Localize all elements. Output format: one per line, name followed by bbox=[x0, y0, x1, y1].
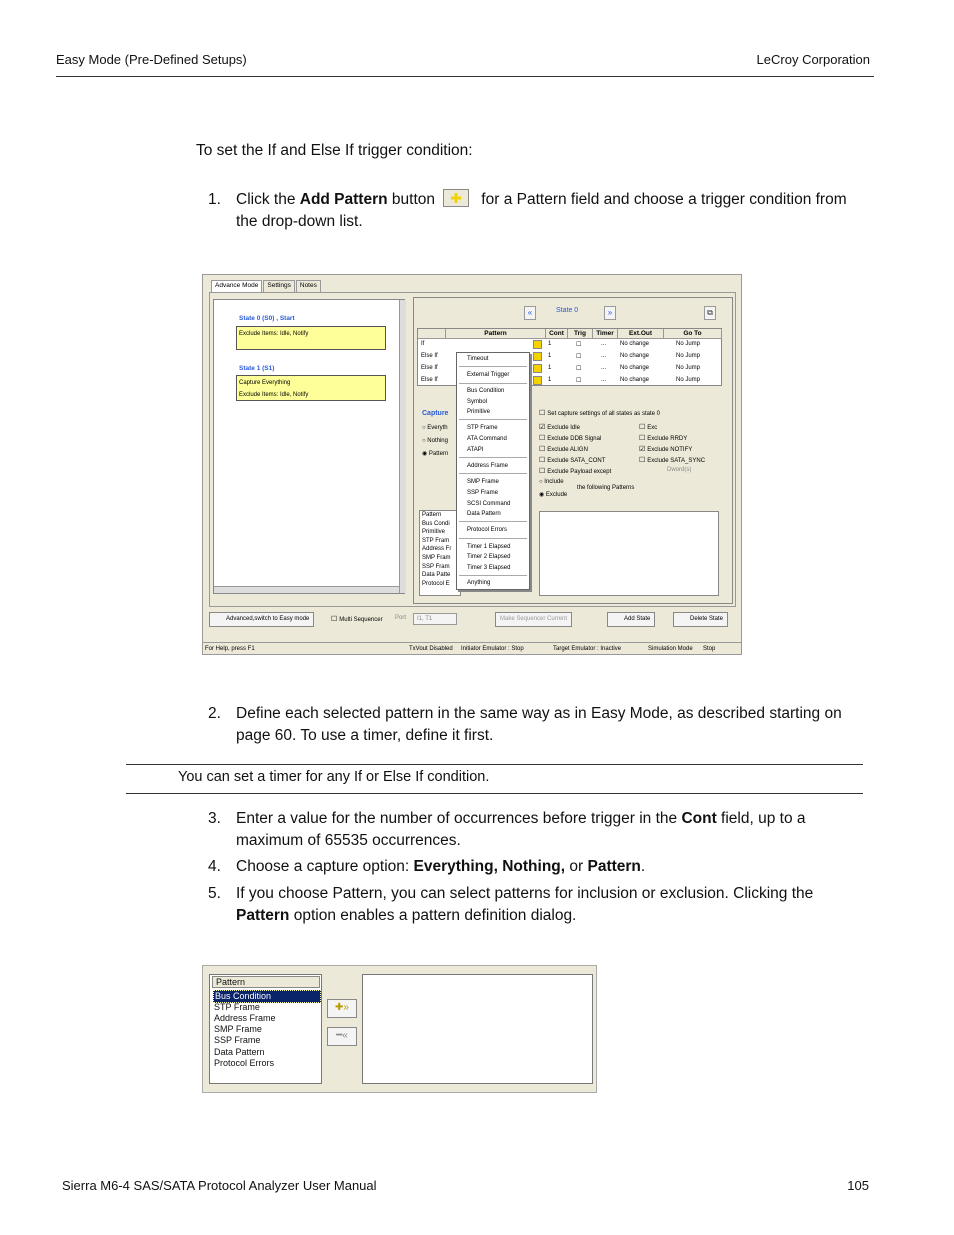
trig-checkbox[interactable]: ☐ bbox=[576, 354, 582, 360]
grid-header-goto: Go To bbox=[664, 329, 722, 339]
trigger-condition-menu[interactable] bbox=[456, 352, 530, 590]
port-select[interactable]: I1, T1 bbox=[413, 613, 457, 625]
next-state-button[interactable]: » bbox=[604, 306, 616, 320]
state-diagram-pane bbox=[213, 299, 405, 594]
list-item[interactable]: Protocol Errors bbox=[214, 1058, 275, 1068]
port-label: Port bbox=[395, 615, 407, 621]
horizontal-scrollbar[interactable] bbox=[214, 586, 399, 593]
step-2: 2. Define each selected pattern in the same way as in Easy Mode, as described starting on page 60. To use a timer, define it first. bbox=[208, 705, 842, 744]
add-pattern-icon[interactable] bbox=[533, 340, 542, 349]
capture-everything-radio[interactable]: ○ Everyth bbox=[422, 425, 448, 431]
exclude-radio[interactable]: ◉ Exclude bbox=[539, 492, 568, 498]
tab-bar bbox=[211, 280, 322, 292]
pattern-selection-screenshot bbox=[202, 965, 597, 1093]
pattern-list-header: Pattern bbox=[212, 976, 320, 988]
list-item[interactable]: SMP Frame bbox=[214, 1024, 262, 1034]
advanced-mode-screenshot bbox=[202, 274, 742, 655]
header-company: LeCroy Corporation bbox=[756, 52, 870, 67]
grid-row: Else If 1 ☐ ... No change No Jump bbox=[421, 377, 701, 384]
exclude-payload-checkbox[interactable]: ☐ Exclude Payload except bbox=[539, 467, 611, 475]
menu-item[interactable]: Anything bbox=[467, 580, 491, 586]
list-item[interactable]: Data Pattern bbox=[214, 1047, 265, 1057]
exclude-rrdy-checkbox[interactable]: ☐ Exclude RRDY bbox=[639, 434, 687, 442]
intro-text: To set the If and Else If trigger condition: bbox=[196, 142, 473, 159]
grid-row: Else If 1 ☐ ... No change No Jump bbox=[421, 365, 701, 372]
trig-checkbox[interactable]: ☐ bbox=[576, 366, 582, 372]
pattern-list[interactable] bbox=[209, 974, 322, 1084]
add-pattern-icon[interactable] bbox=[533, 376, 542, 385]
exclude-sata-sync-checkbox[interactable]: ☐ Exclude SATA_SYNC bbox=[639, 456, 705, 464]
add-state-button[interactable]: Add State bbox=[607, 612, 655, 627]
list-item[interactable]: STP Frame bbox=[214, 1002, 260, 1012]
exclude-align-checkbox[interactable]: ☐ Exclude ALIGN bbox=[539, 445, 588, 453]
add-pattern-icon[interactable] bbox=[533, 352, 542, 361]
grid-header-pattern: Pattern bbox=[446, 329, 546, 339]
step-1: 1. Click the Add Pattern button for a Pattern field and choose a trigger condition from the drop-down list. bbox=[208, 191, 847, 230]
exclude-notify-checkbox[interactable]: ☑ Exclude NOTIFY bbox=[639, 445, 692, 453]
add-pattern-icon bbox=[443, 189, 469, 207]
add-pattern-button[interactable]: ✚» bbox=[327, 999, 357, 1018]
remove-pattern-button[interactable]: ━« bbox=[327, 1027, 357, 1046]
state0-title: State 0 (S0) , Start bbox=[239, 315, 295, 322]
list-item[interactable]: Address Frame bbox=[214, 1013, 276, 1023]
menu-item[interactable]: Bus Condition bbox=[467, 388, 505, 394]
add-pattern-icon[interactable] bbox=[533, 364, 542, 373]
menu-item[interactable]: SMP Frame bbox=[467, 479, 499, 485]
make-sequencer-current-button[interactable]: Make Sequencer Current bbox=[495, 612, 572, 627]
grid-row: If 1 ☐ ... No change No Jump bbox=[421, 341, 701, 348]
header-rule bbox=[56, 76, 874, 77]
tab-advance-mode[interactable]: Advance Mode bbox=[211, 280, 262, 292]
list-item[interactable]: Bus Condition bbox=[213, 990, 321, 1003]
state0-box[interactable]: Exclude Items: Idle, Notify bbox=[236, 326, 386, 350]
delete-state-button[interactable]: Delete State bbox=[673, 612, 728, 627]
menu-item[interactable]: Address Frame bbox=[467, 463, 509, 469]
dwords-label: Dword(s) bbox=[667, 467, 692, 473]
step-4: 4. Choose a capture option: Everything, Nothing, or Pattern. bbox=[208, 858, 646, 875]
menu-item[interactable]: STP Frame bbox=[467, 425, 498, 431]
state1-box[interactable]: Capture Everything Exclude Items: Idle, Notify bbox=[236, 375, 386, 401]
step-5: 5. If you choose Pattern, you can select patterns for inclusion or exclusion. Clicking the Pattern option enables a pattern definition dialog. bbox=[208, 885, 814, 924]
menu-item[interactable]: Data Pattern bbox=[467, 511, 501, 517]
menu-item[interactable]: Primitive bbox=[467, 409, 491, 415]
step-number: 1. bbox=[208, 191, 221, 208]
menu-item[interactable]: External Trigger bbox=[467, 372, 510, 378]
menu-item[interactable]: Timer 1 Elapsed bbox=[467, 544, 511, 550]
selected-patterns-box[interactable] bbox=[362, 974, 593, 1084]
capture-nothing-radio[interactable]: ○ Nothing bbox=[422, 438, 448, 444]
menu-item[interactable]: Timeout bbox=[467, 356, 489, 362]
note-text: You can set a timer for any If or Else If condition. bbox=[178, 769, 490, 785]
menu-item[interactable]: Timer 2 Elapsed bbox=[467, 554, 511, 560]
exclude-sata-cont-checkbox[interactable]: ☐ Exclude SATA_CONT bbox=[539, 456, 605, 464]
capture-label: Capture bbox=[422, 410, 449, 417]
bottom-toolbar bbox=[209, 612, 736, 632]
grid-header-blank bbox=[418, 329, 446, 339]
state-label: State 0 bbox=[556, 307, 579, 314]
grid-header-trig: Trig bbox=[568, 329, 593, 339]
switch-easy-mode-button[interactable]: Advanced,switch to Easy mode bbox=[209, 612, 314, 627]
footer-manual-title: Sierra M6-4 SAS/SATA Protocol Analyzer User Manual bbox=[62, 1178, 377, 1193]
multi-sequencer-checkbox[interactable]: ☐ Multi Sequencer bbox=[331, 615, 383, 623]
menu-item[interactable]: Symbol bbox=[467, 399, 488, 405]
add-pattern-label: Add Pattern bbox=[299, 191, 388, 208]
menu-item[interactable]: Protocol Errors bbox=[467, 527, 508, 533]
header-section-title: Easy Mode (Pre-Defined Setups) bbox=[56, 52, 247, 67]
state1-title: State 1 (S1) bbox=[239, 365, 275, 372]
exclude-ddb-checkbox[interactable]: ☐ Exclude DDB Signal bbox=[539, 434, 601, 442]
trig-checkbox[interactable]: ☐ bbox=[576, 342, 582, 348]
grid-header-timer: Timer bbox=[593, 329, 618, 339]
menu-item[interactable]: ATA Command bbox=[467, 436, 507, 442]
grid-row: Else If 1 ☐ ... No change No Jump bbox=[421, 353, 701, 360]
set-capture-checkbox[interactable]: ☐ Set capture settings of all states as state 0 bbox=[539, 409, 660, 417]
page-number: 105 bbox=[847, 1178, 869, 1193]
step-3: 3. Enter a value for the number of occurrences before trigger in the Cont field, up to a maximum of 65535 occurrences. bbox=[208, 810, 806, 849]
capture-pattern-radio[interactable]: ◉ Pattern bbox=[422, 451, 449, 457]
note-box bbox=[126, 764, 863, 794]
status-bar: For Help, press F1 TxVout Disabled Initiator Emulator : Stop Target Emulator : Inactive Simulation Mode Stop bbox=[203, 642, 742, 654]
menu-item[interactable]: ATAPI bbox=[467, 447, 484, 453]
tab-notes[interactable]: Notes bbox=[296, 280, 321, 292]
menu-item[interactable]: SSP Frame bbox=[467, 490, 498, 496]
tab-settings[interactable]: Settings bbox=[263, 280, 295, 292]
exclude-idle-checkbox[interactable]: ☑ Exclude Idle bbox=[539, 423, 580, 431]
exclude-other-checkbox[interactable]: ☐ Exc bbox=[639, 423, 657, 431]
following-patterns-label: the following Patterns bbox=[577, 485, 635, 491]
grid-header-cont: Cont bbox=[546, 329, 568, 339]
prev-state-button[interactable]: « bbox=[524, 306, 536, 320]
menu-item[interactable]: Timer 3 Elapsed bbox=[467, 565, 511, 571]
selected-patterns-box[interactable] bbox=[539, 511, 719, 596]
pattern-list[interactable]: Pattern Bus Condi Primitive STP Fram Address Fr SMP Fram SSP Fram Data Patte Protocol E bbox=[419, 510, 461, 596]
menu-item[interactable]: SCSI Command bbox=[467, 501, 511, 507]
vertical-scrollbar[interactable] bbox=[399, 300, 406, 593]
list-item[interactable]: SSP Frame bbox=[214, 1035, 261, 1045]
copy-icon[interactable]: ⧉ bbox=[704, 306, 716, 320]
trig-checkbox[interactable]: ☐ bbox=[576, 378, 582, 384]
grid-header-ext-out: Ext.Out bbox=[618, 329, 664, 339]
include-radio[interactable]: ○ Include bbox=[539, 479, 564, 485]
